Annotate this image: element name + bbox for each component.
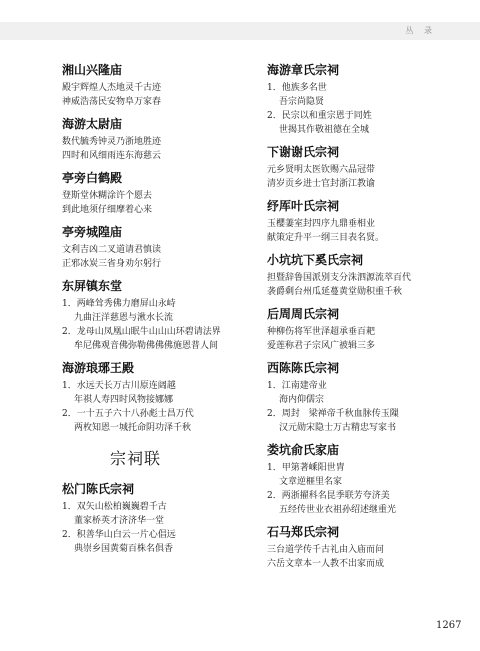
couplet-line: 种柳伤将军世泽超承垂百耙 bbox=[267, 327, 376, 337]
couplet-line: 九曲汪洋慈恩与湫水长流 bbox=[74, 313, 174, 323]
couplet-line: 1．江南建帝业 bbox=[267, 381, 327, 391]
couplet-line: 五经传世业衣祖孙绍述继重光 bbox=[279, 505, 397, 515]
couplet-line: 元乡贤明太医钦赐六品冠带 bbox=[267, 165, 376, 175]
entry-title: 松门陈氏宗祠 bbox=[62, 482, 135, 496]
couplet-line: 神威浩荡民安物阜万家春 bbox=[62, 97, 162, 107]
couplet-line: 登斯堂休糊涂许个愿去 bbox=[62, 191, 153, 201]
couplet-line: 1．他族多名世 bbox=[267, 83, 327, 93]
couplet-line: 年祺人寿四时风物接娜娜 bbox=[74, 395, 174, 405]
couplet-entry bbox=[62, 481, 242, 556]
couplet-entry bbox=[62, 360, 242, 435]
couplet-entry bbox=[267, 198, 447, 245]
couplet-line: 2．周封 梁禅帝千秋血脉传玉隟 bbox=[267, 409, 399, 419]
couplet-entry bbox=[62, 62, 242, 109]
entry-title: 湘山兴隆庙 bbox=[62, 63, 123, 77]
couplet-line: 三台道学传千古礼由入庙而问 bbox=[267, 545, 385, 555]
couplet-line: 担暨辞鲁国派别支分洙泗源流萃百代 bbox=[267, 273, 412, 283]
couplet-entry bbox=[267, 62, 447, 137]
right-sections bbox=[267, 62, 447, 571]
couplet-line: 文章逆榧里名家 bbox=[279, 477, 343, 487]
couplet-line: 2．两浙擢科名昆季联芳夸济美 bbox=[267, 491, 390, 501]
couplet-line: 董家桥英才济济华一堂 bbox=[74, 516, 165, 526]
couplet-entry bbox=[267, 442, 447, 517]
entry-title: 海游太尉庙 bbox=[62, 117, 123, 131]
entry-title: 下谢谢氏宗祠 bbox=[267, 145, 340, 159]
couplet-line: 海内仰儒宗 bbox=[279, 395, 325, 405]
entry-title: 后周周氏宗祠 bbox=[267, 307, 340, 321]
left-sections bbox=[62, 62, 242, 435]
left-column bbox=[62, 62, 242, 563]
entry-title: 海游琅琊王殿 bbox=[62, 361, 135, 375]
entry-title: 东屏镇东堂 bbox=[62, 279, 123, 293]
entry-title: 娄坑俞氏家庙 bbox=[267, 443, 340, 457]
couplet-line: 汉元勋宋隐士万古精忠写家书 bbox=[279, 423, 397, 433]
couplet-line: 四时和风细雨连东海慈云 bbox=[62, 151, 162, 161]
couplet-entry bbox=[267, 524, 447, 571]
couplet-line: 1．双矢山松柏巍巍碧千古 bbox=[62, 502, 167, 512]
couplet-line: 2．积善华山白云一片心倡远 bbox=[62, 530, 176, 540]
entry-title: 石马郑氏宗祠 bbox=[267, 525, 340, 539]
couplet-line: 献策定升平一纲三目表名贤。 bbox=[267, 233, 385, 243]
page-number: 1267 bbox=[436, 620, 462, 631]
entry-title: 亭旁城隍庙 bbox=[62, 225, 123, 239]
couplet-line: 2．龙母山凤凰山眠牛山山山环碧请法界 bbox=[62, 327, 221, 337]
couplet-entry bbox=[62, 278, 242, 353]
couplet-line: 世揭其作敬祖德在全城 bbox=[279, 125, 370, 135]
couplet-line: 清岁贡乡进士官封浙江教谕 bbox=[267, 179, 376, 189]
left-sections-after-heading bbox=[62, 481, 242, 556]
couplet-line: 殿宇辉煌人杰地灵千古迹 bbox=[62, 83, 162, 93]
section-heading-ancestral-couplets: 宗祠联 bbox=[110, 449, 162, 468]
couplet-line: 正邪冰炭三省身劝尔躬行 bbox=[62, 259, 162, 269]
couplet-line: 2．一十五子六十八孙彪士昌万代 bbox=[62, 409, 194, 419]
couplet-line: 爱莲称君子宗风广被辑三多 bbox=[267, 341, 376, 351]
couplet-entry bbox=[62, 224, 242, 271]
couplet-line: 袭爵剩台州瓜延蔓黄堂勋积重千秋 bbox=[267, 287, 403, 297]
couplet-line: 两枚知恩一城托命阴功泽千秋 bbox=[74, 423, 192, 433]
couplet-entry bbox=[62, 170, 242, 217]
couplet-line: 玉櫻萋室封四序九鼎垂相业 bbox=[267, 219, 376, 229]
couplet-line: 文利吉凶二叉道请君慎读 bbox=[62, 245, 162, 255]
couplet-line: 1．两峰耸秀佛力磨屏山永峙 bbox=[62, 299, 176, 309]
couplet-entry bbox=[267, 144, 447, 191]
couplet-entry bbox=[267, 306, 447, 353]
couplet-entry bbox=[267, 252, 447, 299]
entry-title: 西陈陈氏宗祠 bbox=[267, 361, 340, 375]
couplet-line: 典崇乡国黄菊百株名俱香 bbox=[74, 544, 174, 554]
couplet-line: 牟尼佛观音佛弥勒佛佛佛施恩普人间 bbox=[74, 341, 219, 351]
entry-title: 纾厍叶氏宗祠 bbox=[267, 199, 340, 213]
entry-title: 海游章氏宗祠 bbox=[267, 63, 340, 77]
running-header: 丛 录 bbox=[405, 26, 436, 35]
couplet-line: 1．甲第著嵊阳世胄 bbox=[267, 463, 345, 473]
couplet-line: 到此地须仔细摩着心来 bbox=[62, 205, 153, 215]
couplet-line: 六岳文章本一人教不出家而成 bbox=[267, 559, 385, 569]
couplet-line: 2．民宗以和重宗恩于同姓 bbox=[267, 111, 372, 121]
couplet-line: 1．水远天长万古川原连阔越 bbox=[62, 381, 176, 391]
entry-title: 小坑坑下奚氏宗祠 bbox=[267, 253, 364, 267]
right-column bbox=[267, 62, 447, 578]
couplet-entry bbox=[62, 116, 242, 163]
couplet-line: 吾宗尚隐贤 bbox=[279, 97, 325, 107]
entry-title: 亭旁白鹤殿 bbox=[62, 171, 123, 185]
couplet-entry bbox=[267, 360, 447, 435]
couplet-line: 数代毓秀钟灵乃浙地胜迹 bbox=[62, 137, 162, 147]
